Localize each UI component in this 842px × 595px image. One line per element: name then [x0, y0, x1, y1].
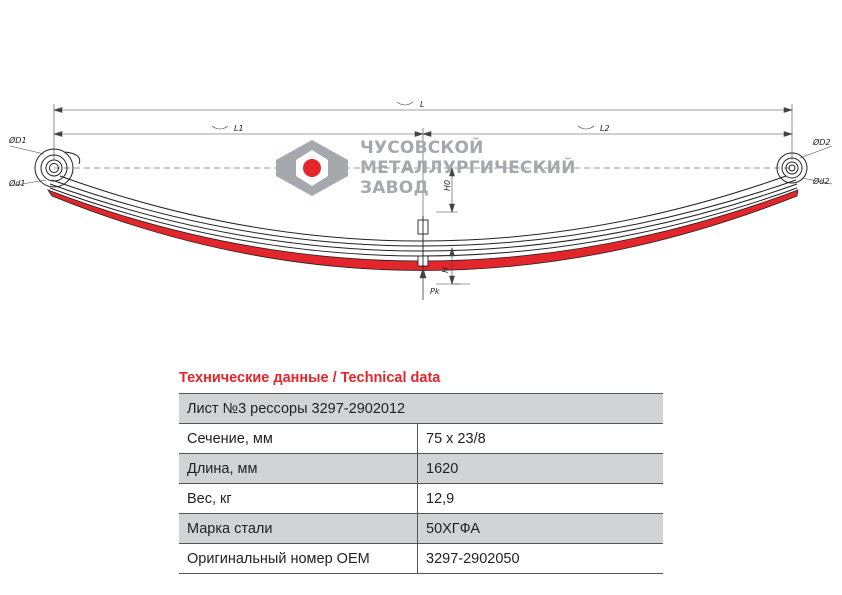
- label-Pk: Pk: [430, 287, 440, 296]
- spec-label: Сечение, мм: [179, 424, 418, 454]
- spec-label: Длина, мм: [179, 454, 418, 484]
- spec-value: 75 x 23/8: [418, 424, 664, 454]
- logo-line-2: МЕТАЛЛУРГИЧЕСКИЙ: [360, 158, 576, 178]
- spec-value: 1620: [418, 454, 664, 484]
- spec-header: Лист №3 рессоры 3297-2902012: [179, 394, 663, 424]
- label-H: H: [441, 266, 450, 273]
- table-row: [179, 424, 663, 454]
- spec-label: Оригинальный номер OEM: [179, 544, 418, 574]
- logo-line-3: ЗАВОД: [360, 178, 429, 198]
- spec-label: Вес, кг: [179, 484, 418, 514]
- company-logo-icon: [276, 140, 348, 196]
- spec-value: 12,9: [418, 484, 664, 514]
- table-row: [179, 544, 663, 574]
- spec-label: Марка стали: [179, 514, 418, 544]
- center-bolt: [418, 216, 428, 270]
- label-d1: Ød1: [9, 179, 26, 188]
- spec-value: 3297-2902050: [418, 544, 664, 574]
- table-row: [179, 454, 663, 484]
- label-L1: L1: [234, 124, 244, 133]
- spec-value: 50ХГФА: [418, 514, 664, 544]
- label-D2: ØD2: [813, 138, 831, 147]
- table-header-row: [179, 394, 663, 424]
- table-row: [179, 484, 663, 514]
- technical-data-title: Технические данные / Technical data: [179, 370, 441, 386]
- label-D1: ØD1: [9, 136, 27, 145]
- label-L2: L2: [600, 124, 610, 133]
- technical-data-table: [179, 393, 663, 574]
- logo-line-1: ЧУСОВСКОЙ: [360, 138, 484, 158]
- label-d2: Ød2: [813, 177, 830, 186]
- label-L: L: [420, 100, 425, 109]
- table-row: [179, 514, 663, 544]
- label-H0: H0: [443, 179, 452, 191]
- company-logo-text: [360, 138, 576, 198]
